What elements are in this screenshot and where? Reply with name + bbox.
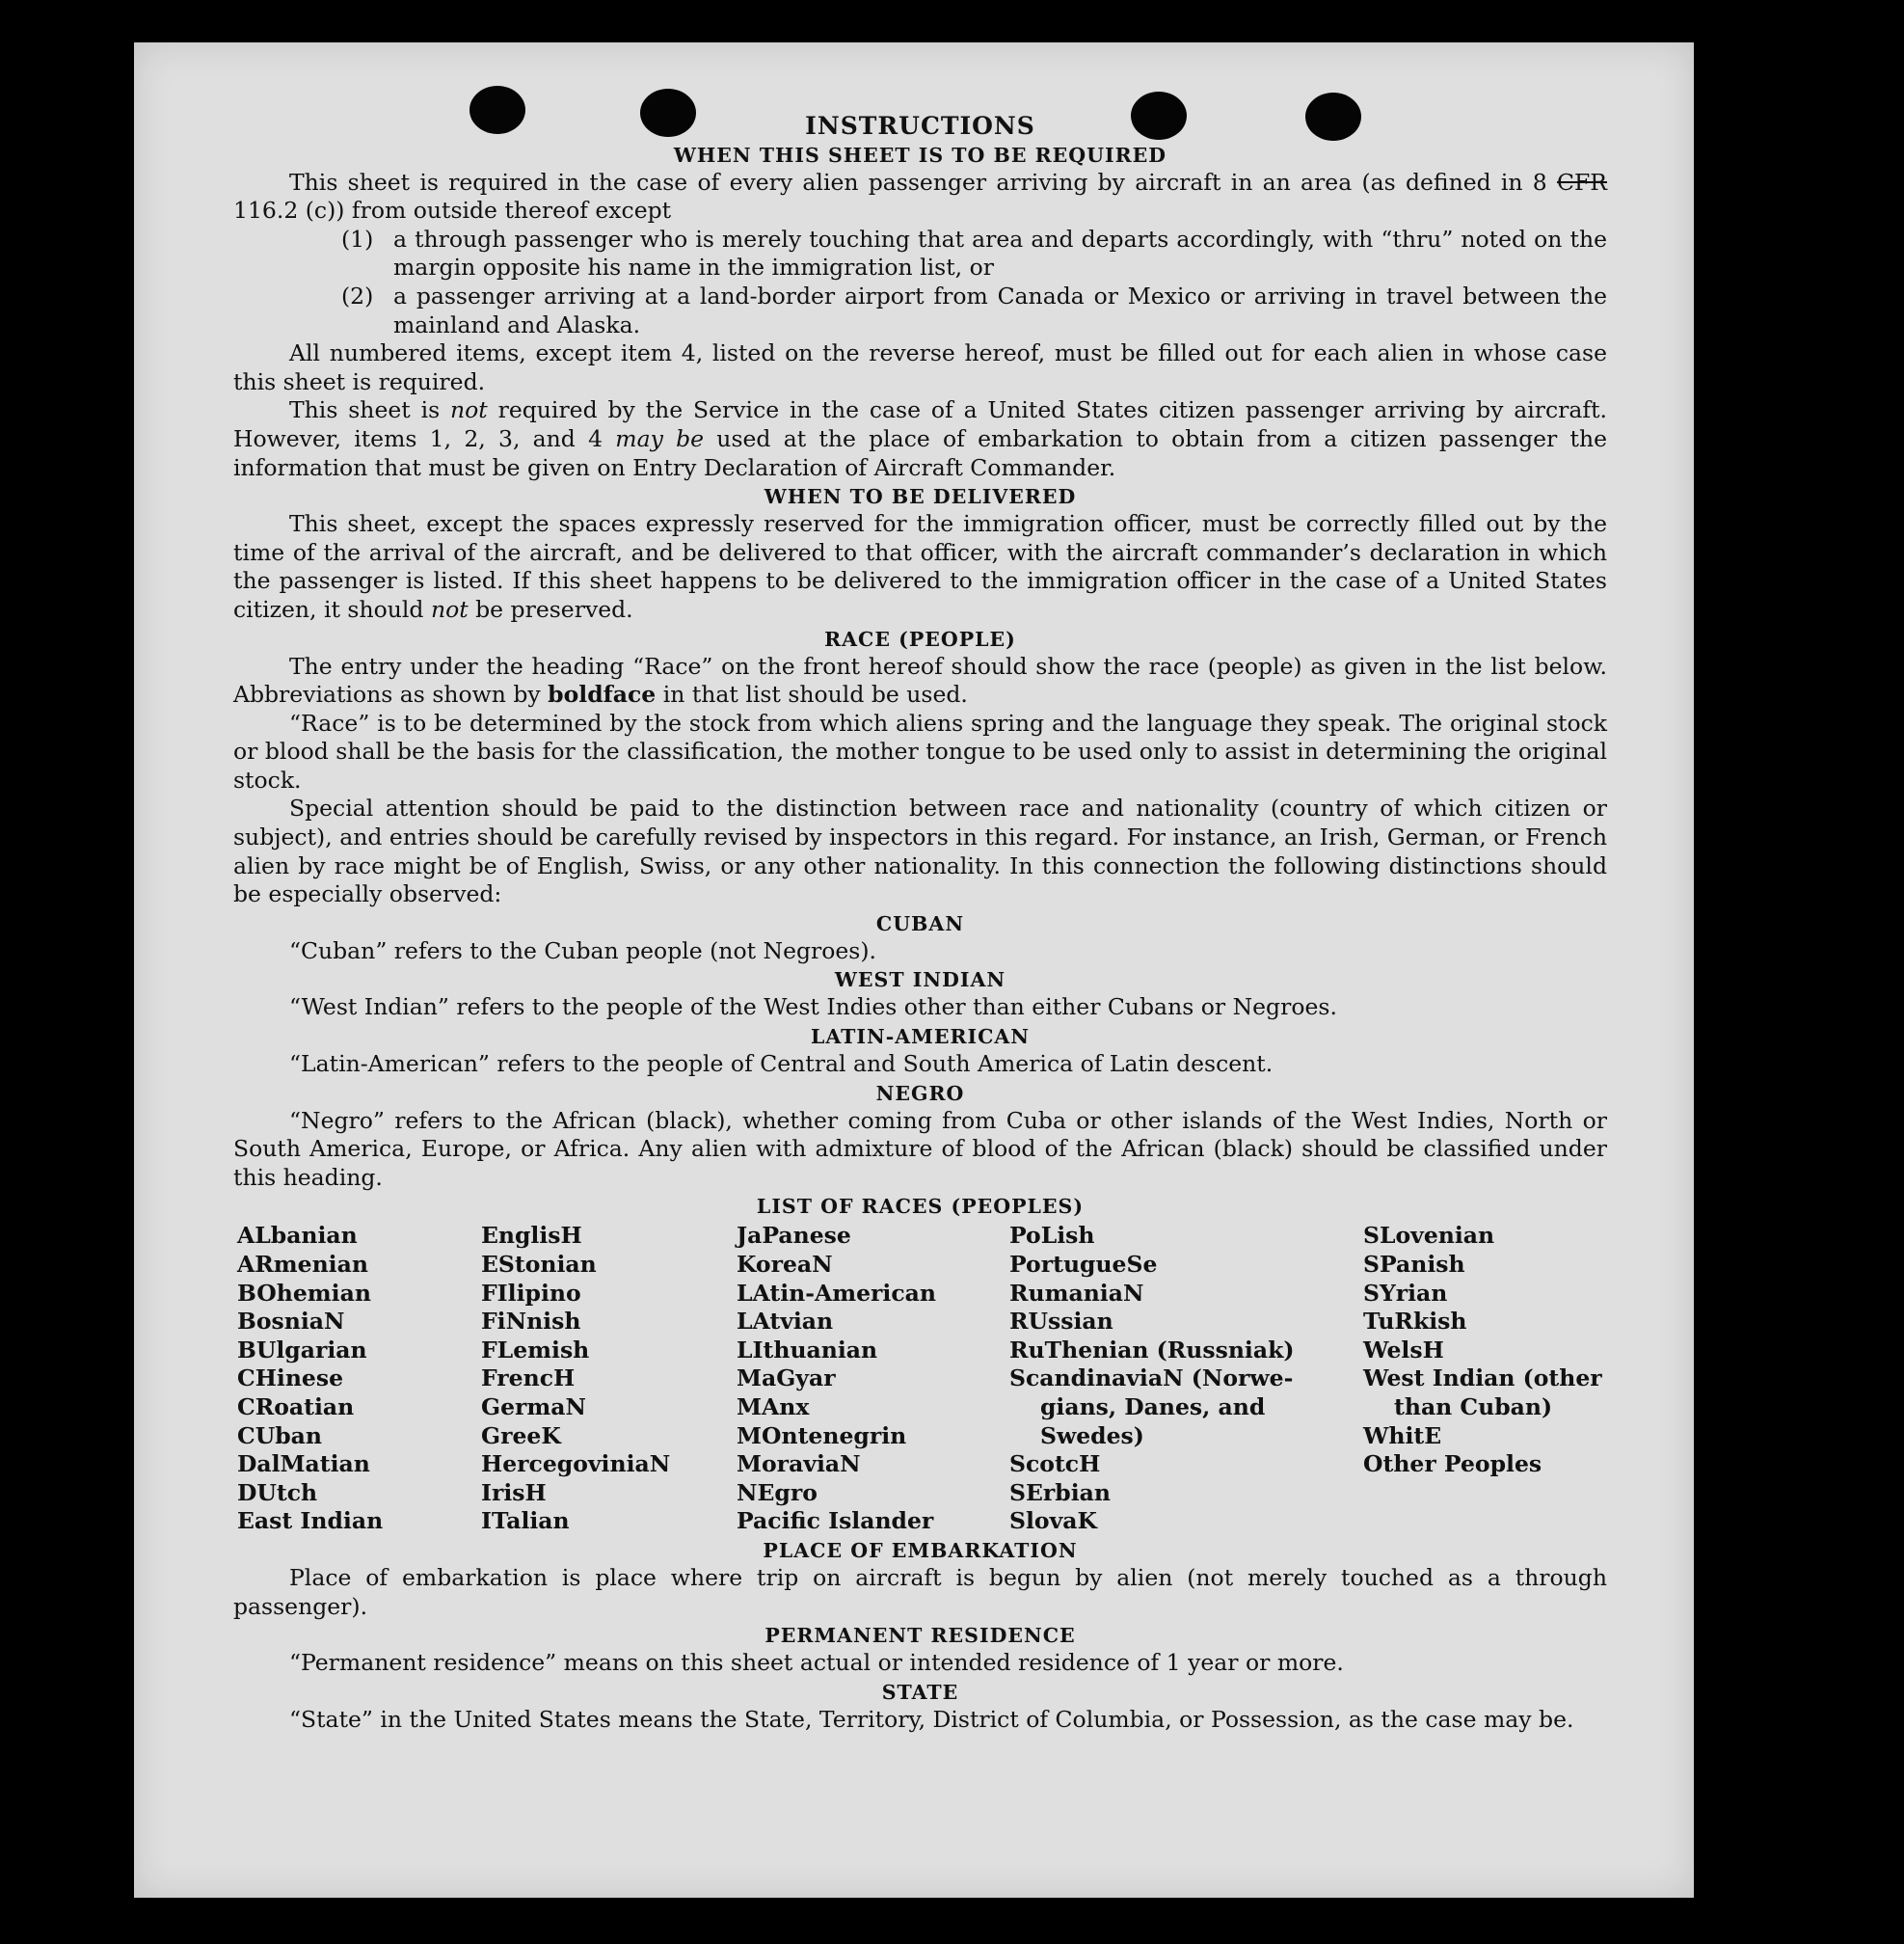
race-item: JaPanese: [737, 1222, 851, 1250]
race-item: SErbian: [1009, 1478, 1111, 1506]
paragraph-cuban: “Cuban” refers to the Cuban people (not Negroes).: [289, 936, 877, 964]
document-title: INSTRUCTIONS: [805, 112, 1035, 140]
race-item: MaGyar: [737, 1364, 836, 1392]
race-item: SLovenian: [1363, 1222, 1495, 1250]
race-item: Pacific Islander: [737, 1507, 934, 1535]
paragraph-negro: “Negro” refers to the African (black), whether coming from Cuba or other islands of the West Indies, North or South America, Europe, or Africa. Any alien with admixture of blood of the African (black) should be classified under this heading.: [233, 1106, 1607, 1191]
race-item: MOntenegrin: [737, 1421, 907, 1449]
race-item: ScotcH: [1009, 1450, 1101, 1478]
race-item: FiNnish: [481, 1308, 581, 1336]
paragraph-required-intro: This sheet is required in the case of every alien passenger arriving by aircraft in an area (as defined in 8 CFR 116.2 (c)) from outside thereof except: [233, 168, 1607, 225]
document-sheet: [134, 42, 1694, 1898]
race-item: LAtin-American: [737, 1279, 936, 1307]
race-item: KoreaN: [737, 1251, 833, 1278]
races-list: [237, 1222, 1607, 1536]
heading-latin-american: LATIN-AMERICAN: [810, 1025, 1031, 1049]
paragraph-state: “State” in the United States means the State, Territory, District of Columbia, or Possession, as the case may be.: [289, 1705, 1574, 1733]
race-item: PortugueSe: [1009, 1251, 1158, 1278]
race-item: NEgro: [737, 1478, 818, 1506]
paragraph-race-stock: “Race” is to be determined by the stock from which aliens spring and the language they speak. The original stock or blood shall be the basis for the classification, the mother tongue to be used only to assist in determining the original stock.: [233, 709, 1607, 794]
race-item: Other Peoples: [1363, 1450, 1542, 1478]
race-item: TuRkish: [1363, 1308, 1467, 1336]
heading-cuban: CUBAN: [875, 911, 965, 935]
paragraph-west-indian: “West Indian” refers to the people of the West Indies other than either Cubans or Negroes.: [289, 993, 1337, 1021]
race-item: ARmenian: [237, 1251, 368, 1278]
races-column-2: [481, 1222, 737, 1536]
race-item: DalMatian: [237, 1450, 370, 1478]
race-item: MAnx: [737, 1392, 810, 1420]
race-item: FIlipino: [481, 1279, 581, 1307]
heading-west-indian: WEST INDIAN: [834, 968, 1006, 992]
races-column-1: [237, 1222, 481, 1536]
paragraph-race-nationality: Special attention should be paid to the distinction between race and nationality (country of which citizen or subject), and entries should be carefully revised by inspectors in this regard. For instance, an Irish, German, or French alien by race might be of English, Swiss, or any other nationality. In this connection the following distinctions should be especially observed:: [233, 795, 1607, 908]
paragraph-latin-american: “Latin-American” refers to the people of Central and South America of Latin descent.: [289, 1050, 1274, 1078]
race-item: ALbanian: [237, 1222, 358, 1250]
race-item-continued: than Cuban): [1394, 1392, 1553, 1420]
race-item: MoraviaN: [737, 1450, 861, 1478]
race-item-continued: gians, Danes, and: [1040, 1392, 1266, 1420]
race-item: SYrian: [1363, 1279, 1448, 1307]
heading-when-required: WHEN THIS SHEET IS TO BE REQUIRED: [673, 143, 1167, 167]
race-item: FLemish: [481, 1336, 590, 1364]
race-item: GermaN: [481, 1392, 586, 1420]
paragraph-place-of-embarkation: Place of embarkation is place where trip on aircraft is begun by alien (not merely touched as a through passenger).: [233, 1563, 1607, 1620]
race-item: LIthuanian: [737, 1336, 878, 1364]
race-item: WhitE: [1363, 1421, 1442, 1449]
race-item: EStonian: [481, 1251, 597, 1278]
race-item: HercegoviniaN: [481, 1450, 671, 1478]
race-item: ScandinaviaN (Norwe-: [1009, 1364, 1294, 1392]
race-item: IrisH: [481, 1478, 547, 1506]
paragraph-numbered-items: All numbered items, except item 4, listed on the reverse hereof, must be filled out for each alien in whose case this sheet is required.: [233, 339, 1607, 395]
paragraph-delivered: This sheet, except the spaces expressly reserved for the immigration officer, must be correctly filled out by the time of the arrival of the aircraft, and be delivered to that officer, with the aircraft commander’s declaration in which the passenger is listed. If this sheet happens to be delivered to the immigration officer in the case of a United States citizen, it should not be preserved.: [233, 510, 1607, 623]
race-item: FrencH: [481, 1364, 576, 1392]
race-item: RUssian: [1009, 1308, 1113, 1336]
heading-race: RACE (PEOPLE): [824, 627, 1016, 651]
paragraph-citizen: This sheet is not required by the Service in the case of a United States citizen passenger arriving by aircraft. However, items 1, 2, 3, and 4 may be used at the place of embarkation to obtain from a citizen passenger the information that must be given on Entry Declaration of Aircraft Commander.: [233, 396, 1607, 481]
exception-item-1: (1) a through passenger who is merely touching that area and departs accordingly, with “thru” noted on the margin opposite his name in the immigration list, or: [341, 225, 1607, 282]
race-item: RuThenian (Russniak): [1009, 1336, 1295, 1364]
heading-place-of-embarkation: PLACE OF EMBARKATION: [763, 1538, 1078, 1562]
races-column-5: [1363, 1222, 1611, 1536]
race-item: RumaniaN: [1009, 1279, 1144, 1307]
races-column-4: [1009, 1222, 1363, 1536]
race-item: BUlgarian: [237, 1336, 367, 1364]
heading-state: STATE: [881, 1680, 959, 1704]
race-item: SlovaK: [1009, 1507, 1097, 1535]
race-item: PoLish: [1009, 1222, 1095, 1250]
races-column-3: [737, 1222, 1009, 1536]
race-item: East Indian: [237, 1507, 384, 1535]
race-item-continued: Swedes): [1040, 1421, 1144, 1449]
exception-item-2: (2) a passenger arriving at a land-border airport from Canada or Mexico or arriving in travel between the mainland and Alaska.: [341, 282, 1607, 338]
heading-list-of-races: LIST OF RACES (PEOPLES): [756, 1195, 1085, 1219]
race-item: DUtch: [237, 1478, 318, 1506]
heading-negro: NEGRO: [875, 1081, 965, 1105]
race-item: CUban: [237, 1421, 322, 1449]
race-item: LAtvian: [737, 1308, 834, 1336]
race-item: West Indian (other: [1363, 1364, 1602, 1392]
document-content: [233, 112, 1607, 1734]
race-item: BosniaN: [237, 1308, 345, 1336]
race-item: CHinese: [237, 1364, 344, 1392]
race-item: CRoatian: [237, 1392, 355, 1420]
race-item: WelsH: [1363, 1336, 1444, 1364]
race-item: EnglisH: [481, 1222, 582, 1250]
race-item: ITalian: [481, 1507, 570, 1535]
race-item: GreeK: [481, 1421, 561, 1449]
paragraph-race-entry: The entry under the heading “Race” on the front hereof should show the race (people) as given in the list below. Abbreviations as shown by boldface in that list should be used.: [233, 652, 1607, 709]
race-item: SPanish: [1363, 1251, 1465, 1278]
race-item: BOhemian: [237, 1279, 371, 1307]
heading-permanent-residence: PERMANENT RESIDENCE: [764, 1624, 1076, 1648]
paragraph-permanent-residence: “Permanent residence” means on this sheet actual or intended residence of 1 year or more.: [289, 1649, 1344, 1677]
heading-when-delivered: WHEN TO BE DELIVERED: [764, 485, 1077, 509]
